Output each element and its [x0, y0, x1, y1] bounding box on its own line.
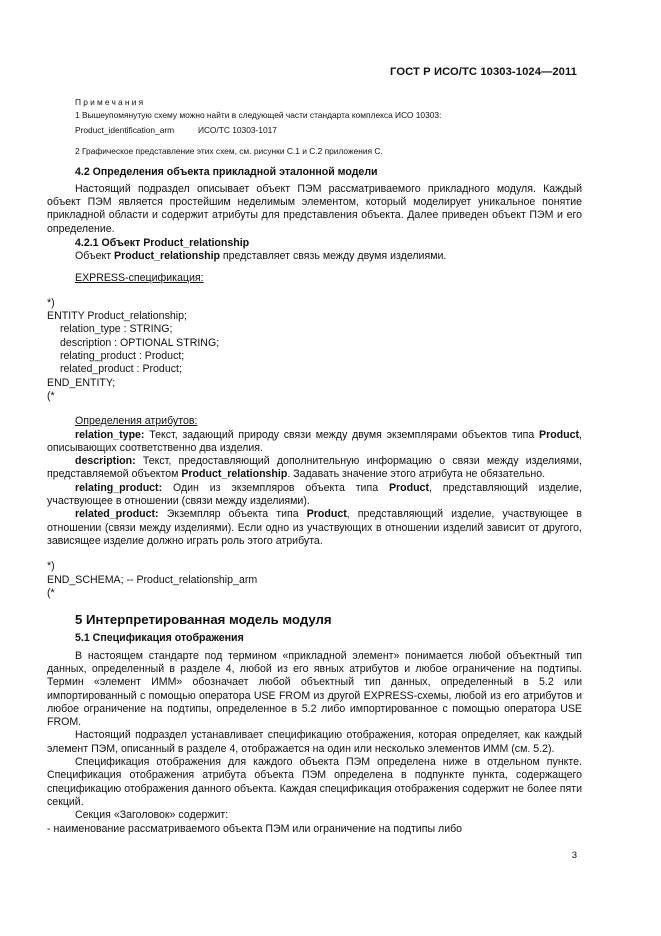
attr-description: [47, 455, 582, 482]
code-end-entity: END_ENTITY;: [47, 376, 116, 389]
attr-related-product-bold: Product: [306, 508, 347, 521]
section-5-1-paragraph-4: Секция «Заголовок» содержит:: [75, 809, 229, 822]
section-4-2-paragraph: Настоящий подраздел описывает объект ПЭМ рассматриваемого прикладного модуля. Каждый объект ПЭМ является простейшим неделимым элементом, который моделирует уникальное понятие прикладной области и содержит атрибуты для представления объекта. Далее приведен объект ПЭМ и его определение.: [47, 182, 582, 235]
attr-relation-type-text1: Текст, задающий природу связи между двумя экземплярами объектов типа: [144, 428, 540, 441]
attr-description-text1: Текст, предоставляющий дополнительную информацию о связи между изделиями, представляемой объектом: [47, 455, 582, 481]
attr-relating-product-bold: Product: [388, 481, 429, 494]
end-schema-open-comment: *): [47, 560, 55, 573]
attr-relating-product-text1: Один из экземпляров объекта типа: [162, 481, 389, 494]
attr-related-product-text1: Экземпляр объекта типа: [158, 508, 307, 521]
attr-relation-type-bold: Product: [539, 428, 580, 441]
section-4-2-heading: 4.2 Определения объекта прикладной эталонной модели: [75, 165, 378, 178]
entity-intro-suffix: представляет связь между двумя изделиями.: [219, 250, 447, 263]
note-1-schema: Product_identification_arm: [75, 124, 175, 135]
section-5-1-paragraph-2: Настоящий подраздел устанавливает спецификацию отображения, которая определяет, как каждый элемент ПЭМ, описанный в разделе 4, отображается на один или несколько элементов ИММ (см. 5.2).: [47, 729, 582, 755]
attr-relation-type: [47, 429, 582, 456]
note-1: 1 Вышеупомянутую схему можно найти в следующей части стандарта комплекса ИСО 10303:: [75, 110, 442, 120]
entity-intro: [75, 250, 582, 263]
attr-relating-product-text2: , представляющий изделие, участвующее в отношении (связи между изделиями).: [47, 481, 583, 508]
attr-relation-type-name: relation_type:: [75, 428, 145, 441]
attr-relating-product: [47, 482, 582, 509]
code-attr-relating-product: relating_product : Product;: [60, 350, 185, 363]
attr-description-bold: Product_relationship: [181, 468, 288, 481]
note-2: 2 Графическое представление этих схем, см. рисунки С.1 и С.2 приложения С.: [75, 146, 383, 156]
attr-related-product-text2: , представляющий изделие, участвующее в отношении (связи между изделиями). Если одно из участвующих в отношении изделий зависит от другого, зависящее изделие должно играть роль этого атрибута.: [47, 508, 583, 547]
code-attr-relation-type: relation_type : STRING;: [60, 323, 173, 336]
attr-related-product-name: related_product:: [75, 508, 159, 521]
express-code-block: [47, 297, 582, 403]
section-5-1-paragraph-3: Спецификация отображения для каждого объекта ПЭМ определена ниже в отдельном пункте. Спецификация отображения атрибута объекта ПЭМ определена в подпункте пункта, содержащего спецификацию отображения данного объекта. Каждая спецификация отображения содержит не более пяти секций.: [47, 756, 582, 808]
notes-block: [75, 97, 582, 157]
attr-description-name: description:: [75, 455, 136, 468]
section-5-heading: 5 Интерпретированная модель модуля: [75, 612, 332, 628]
notes-title: Примечания: [75, 97, 146, 107]
end-schema-line: END_SCHEMA; -- Product_relationship_arm: [47, 573, 258, 586]
attr-relation-type-text2: , описывающих соответственно два изделия.: [47, 428, 582, 454]
section-5-1-heading: 5.1 Спецификация отображения: [75, 632, 244, 645]
attributes-label: Определения атрибутов:: [75, 415, 198, 428]
code-close-comment: (*: [47, 389, 55, 402]
code-entity-line: ENTITY Product_relationship;: [47, 310, 187, 323]
entity-intro-name: Product_relationship: [114, 250, 220, 263]
standard-header: ГОСТ Р ИСО/ТС 10303-1024—2011: [390, 66, 577, 78]
section-5-1-list-item: - наименование рассматриваемого объекта ПЭМ или ограничение на подтипы либо: [47, 822, 463, 835]
end-schema-close-comment: (*: [47, 586, 55, 599]
note-1-reference: [75, 125, 582, 136]
end-schema-block: [47, 560, 582, 600]
page-number: 3: [571, 850, 577, 861]
attr-relating-product-name: relating_product:: [75, 481, 163, 494]
code-attr-related-product: related_product : Product;: [60, 363, 182, 376]
code-open-comment: *): [47, 296, 55, 309]
attr-description-text2: . Задавать значение этого атрибута не обязательно.: [287, 468, 546, 481]
section-4-2-1-heading: 4.2.1 Объект Product_relationship: [75, 236, 250, 249]
entity-intro-prefix: Объект: [75, 250, 115, 263]
note-1-part: ИСО/ТС 10303-1017: [198, 124, 277, 135]
code-attr-description: description : OPTIONAL STRING;: [60, 336, 220, 349]
page-content: [47, 97, 582, 836]
express-spec-label: EXPRESS-спецификация:: [75, 271, 204, 284]
section-5-1-paragraph-1: В настоящем стандарте под термином «прикладной элемент» понимается любой объектный тип данных, определенный в разделе 4, любой из его явных атрибутов и любое ограничение на подтипы. Термин «элемент ИММ» обозначает любой объектный тип данных, определенный в 5.2 или импортированный с помощью оператора USE FROM из другой EXPRESS-схемы, любой из его атрибутов и любое ограничение на подтипы, определенное в 5.2 либо импортированное с помощью оператора USE FROM.: [47, 649, 582, 729]
attr-related-product: [47, 508, 582, 548]
